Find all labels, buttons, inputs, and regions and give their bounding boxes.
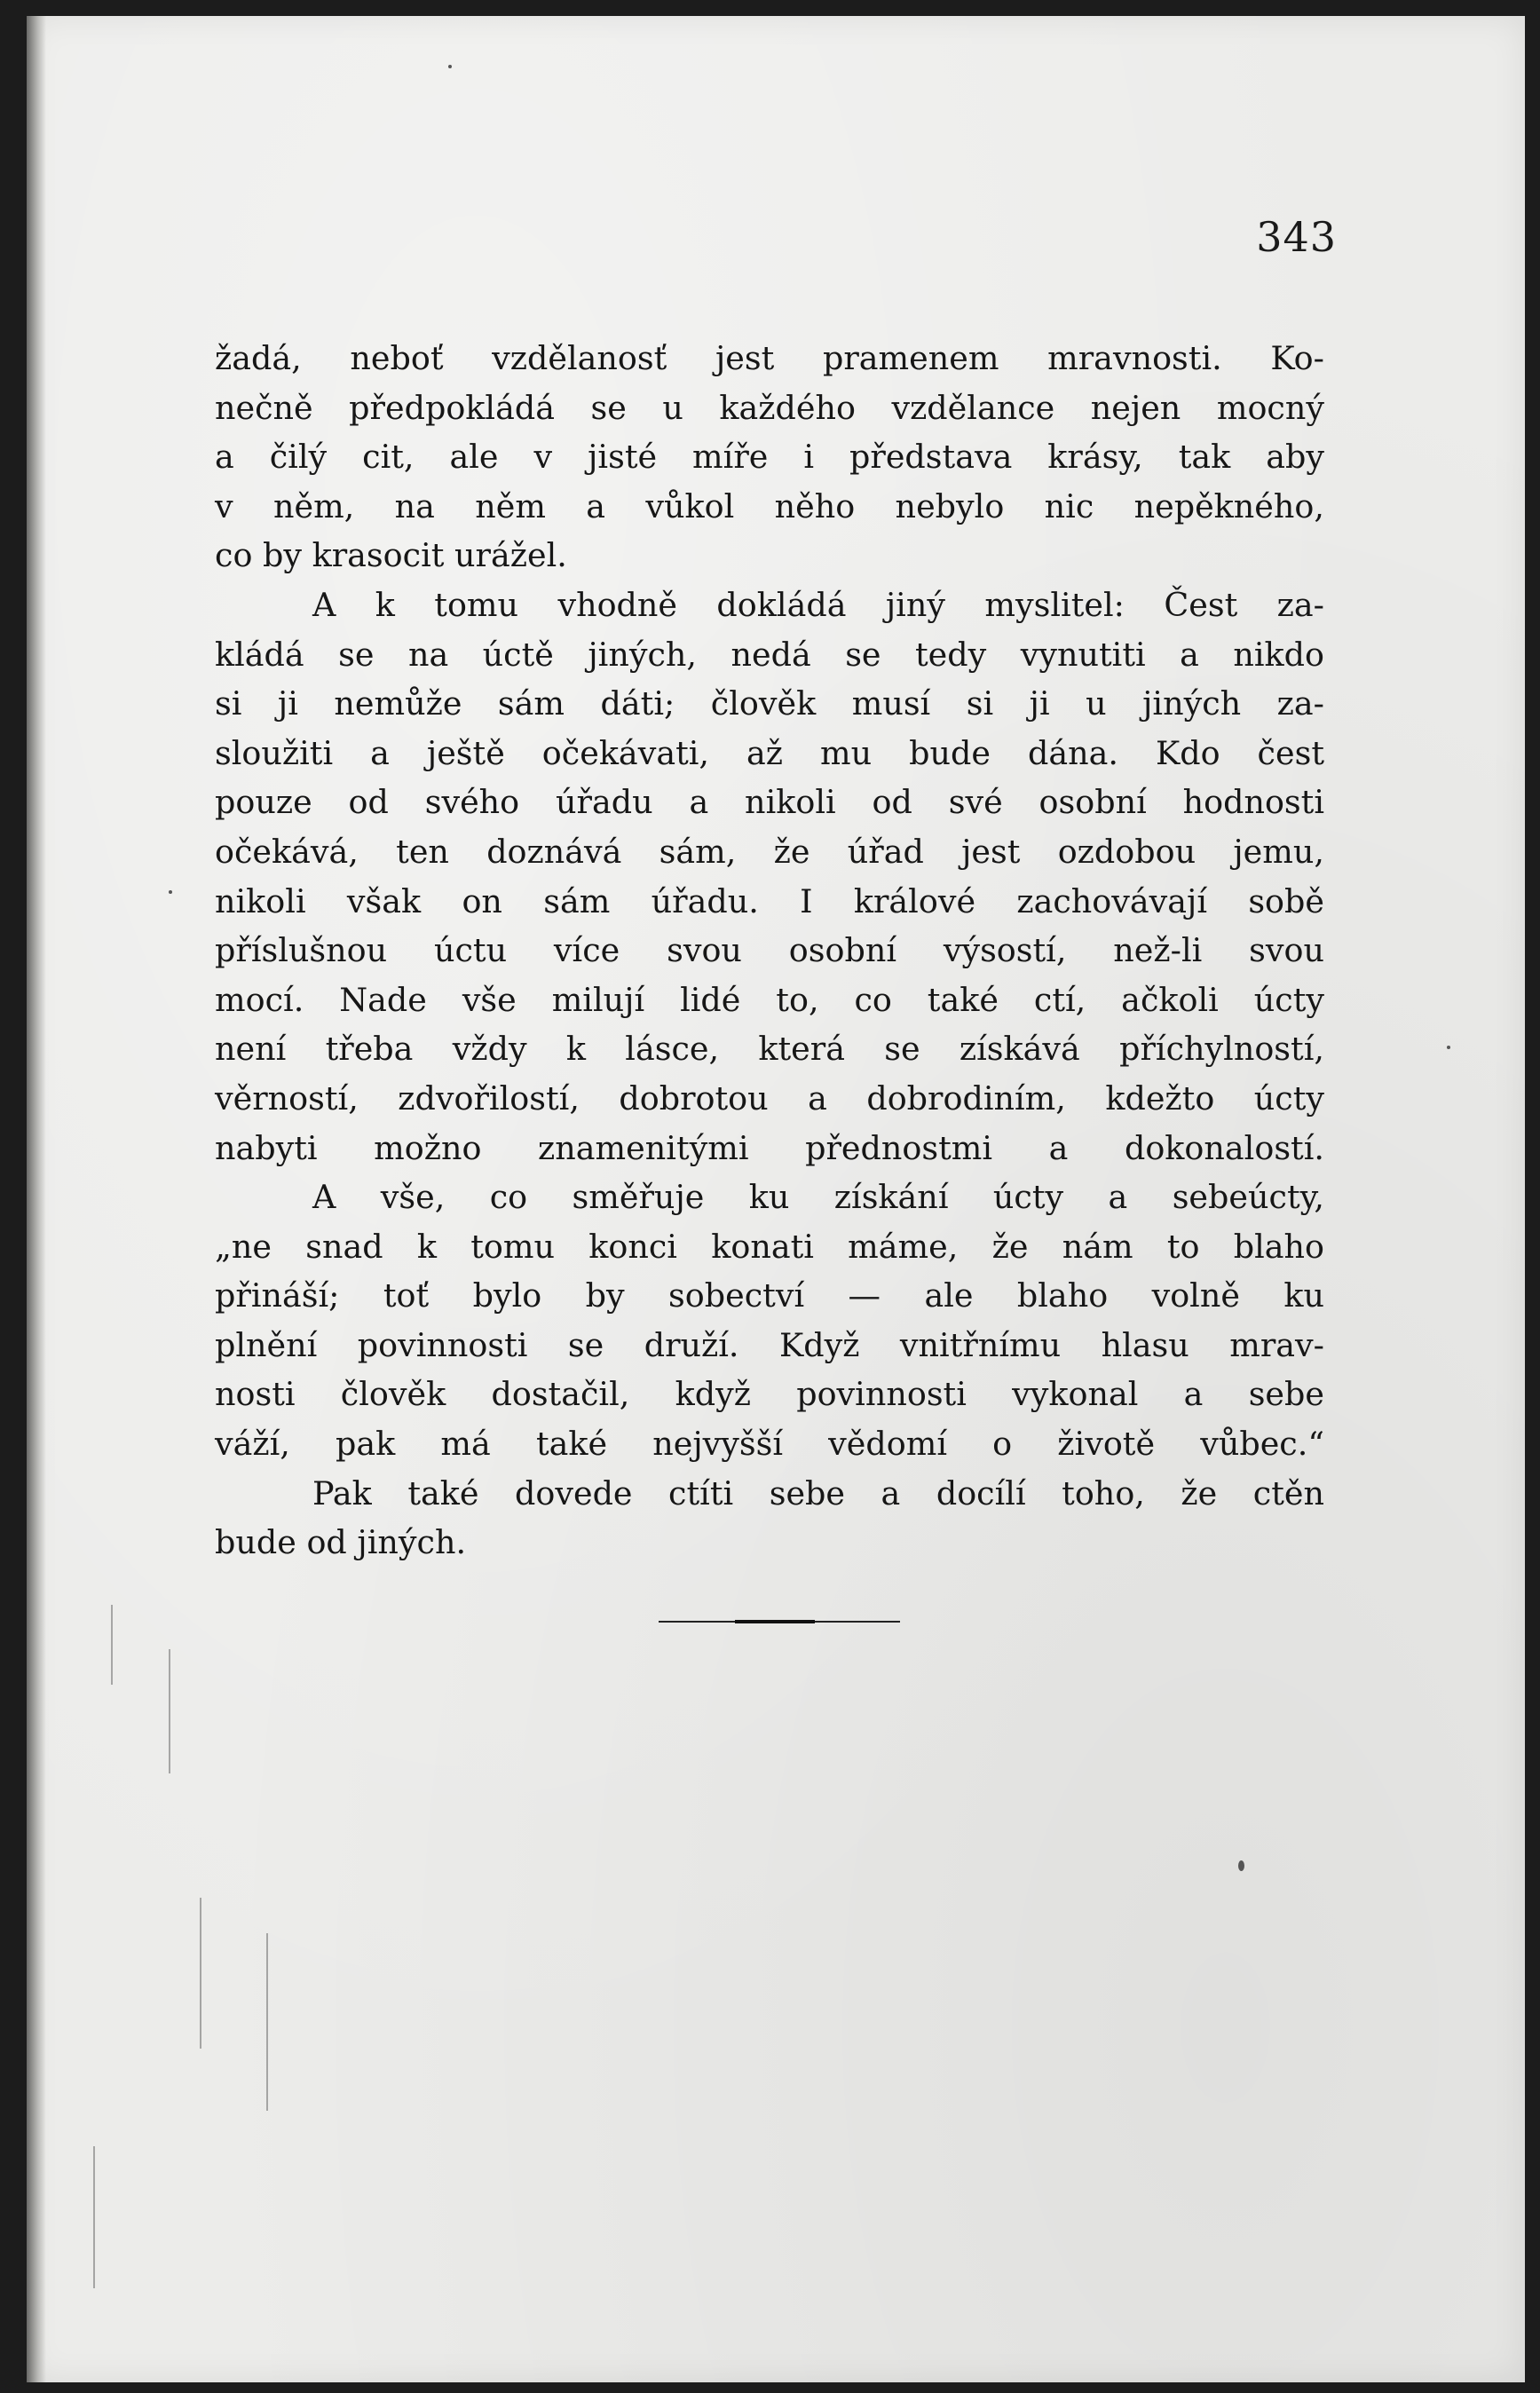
text-line: bude od jiných.	[215, 1523, 467, 1562]
body-text	[215, 334, 1324, 1568]
text-line: nikoli však on sám úřadu. I králové zachovávají sobě	[215, 881, 1324, 920]
text-line: Pak také dovede ctíti sebe a docílí toho, že ctěn	[312, 1473, 1324, 1512]
text-line: sloužiti a ještě očekávati, až mu bude dána. Kdo čest	[215, 733, 1324, 772]
page-spine-shadow	[27, 16, 46, 2382]
paper-scratch	[93, 2146, 95, 2288]
text-line: žadá, neboť vzdělanosť jest pramenem mravnosti. Ko-	[215, 339, 1324, 377]
section-end-rule-center	[735, 1620, 815, 1623]
print-speck	[1238, 1860, 1244, 1871]
text-line: není třeba vždy k lásce, která se získává příchylností,	[215, 1030, 1324, 1069]
text-line: a čilý cit, ale v jisté míře i představa krásy, tak aby	[215, 438, 1324, 477]
paper-scratch	[200, 1898, 201, 2049]
text-line: věrností, zdvořilostí, dobrotou a dobrodiním, kdežto úcty	[215, 1078, 1324, 1118]
text-line: „ne snad k tomu konci konati máme, že nám to blaho	[215, 1227, 1324, 1266]
text-line: nabyti možno znamenitými přednostmi a dokonalostí.	[215, 1128, 1324, 1167]
text-line: kládá se na úctě jiných, nedá se tedy vynutiti a nikdo	[215, 635, 1324, 674]
page-number: 343	[1256, 213, 1337, 261]
text-line: v něm, na něm a vůkol něho nebylo nic nepěkného,	[215, 486, 1324, 525]
text-line: mocí. Nade vše milují lidé to, co také ctí, ačkoli úcty	[215, 980, 1324, 1019]
print-speck	[169, 890, 172, 894]
paper-scratch	[169, 1649, 170, 1773]
text-line: příslušnou úctu více svou osobní výsostí, než-li svou	[215, 931, 1324, 970]
text-line: očekává, ten doznává sám, že úřad jest ozdobou jemu,	[215, 832, 1324, 871]
section-end-rule	[659, 1621, 900, 1623]
text-line: A k tomu vhodně dokládá jiný myslitel: Čest za-	[312, 585, 1324, 624]
text-line: plnění povinnosti se druží. Když vnitřnímu hlasu mrav-	[215, 1325, 1324, 1364]
paper-scratch	[266, 1933, 268, 2111]
print-speck	[1447, 1046, 1450, 1049]
text-line: A vše, co směřuje ku získání úcty a sebeúcty,	[312, 1178, 1324, 1217]
paper-scratch	[111, 1605, 113, 1685]
text-line: pouze od svého úřadu a nikoli od své osobní hodnosti	[215, 783, 1324, 822]
text-line: nosti člověk dostačil, když povinnosti vykonal a sebe	[215, 1375, 1324, 1414]
text-line: váží, pak má také nejvyšší vědomí o životě vůbec.“	[215, 1425, 1324, 1464]
text-line: si ji nemůže sám dáti; člověk musí si ji u jiných za-	[215, 684, 1324, 723]
text-line: nečně předpokládá se u každého vzdělance nejen mocný	[215, 388, 1324, 427]
text-line: přináší; toť bylo by sobectví — ale blaho volně ku	[215, 1276, 1324, 1315]
print-speck	[448, 65, 452, 68]
book-page	[27, 16, 1525, 2382]
text-line: co by krasocit urážel.	[215, 536, 567, 575]
